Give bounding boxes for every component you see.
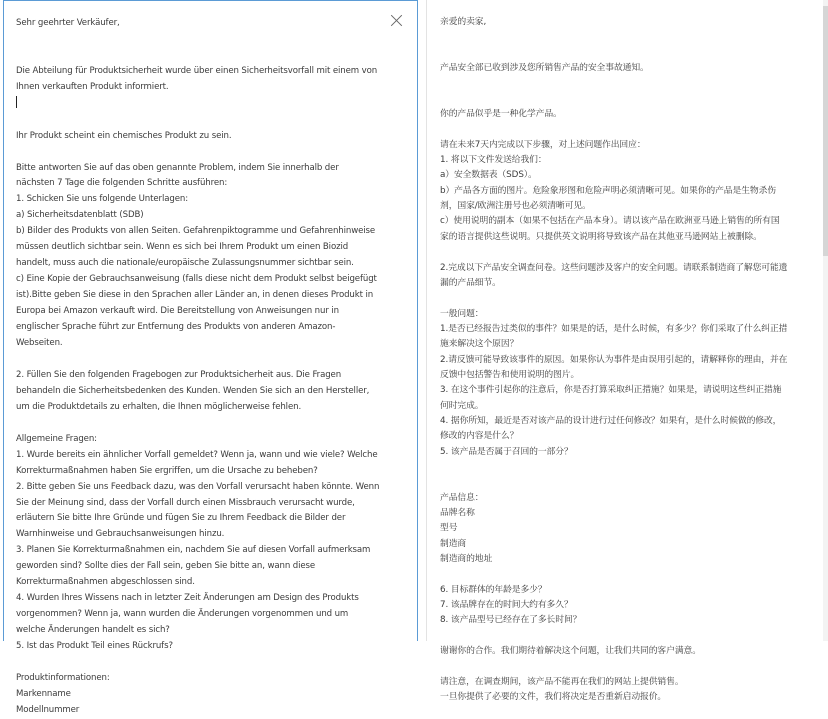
right-text-line: 1.是否已经报告过类似的事件？如果是的话，是什么时候，有多少？你们采取了什么纠正措 bbox=[440, 323, 788, 334]
right-text-line: 4. 据你所知，最近是否对该产品的设计进行过任何修改？如果有，是什么时候做的修改， bbox=[440, 415, 782, 426]
right-text-line bbox=[440, 30, 819, 45]
right-text-line: c）使用说明的副本（如果不包括在产品本身）。请以该产品在欧洲亚马逊上销售的所有国 bbox=[440, 216, 780, 227]
right-text-line: 2.完成以下产品安全调查问卷。这些问题涉及客户的安全问题。请联系制造商了解您可能遗 bbox=[440, 262, 788, 273]
left-text-line bbox=[16, 145, 409, 161]
right-text-line: 型号 bbox=[440, 523, 458, 534]
right-text-line bbox=[440, 475, 819, 490]
right-text-line: 品牌名称 bbox=[440, 508, 475, 518]
left-text-line: behandeln die Sicherheitsbedenken des Kunden. Wenden Sie sich an den Hersteller, bbox=[16, 385, 370, 396]
left-text-line: Produktinformationen: bbox=[16, 672, 110, 683]
left-text-line: 1. Schicken Sie uns folgende Unterlagen: bbox=[16, 194, 188, 205]
left-text-line: 2. Füllen Sie den folgenden Fragebogen zur Produktsicherheit aus. Die Fragen bbox=[16, 369, 342, 380]
left-text-line: Korrekturmaßnahmen abgeschlossen sind. bbox=[16, 577, 195, 588]
left-text-line: müssen deutlich sichtbar sein. Wenn es sich bei Ihrem Produkt um einen Biozid bbox=[16, 242, 349, 253]
left-text-line: geworden sind? Sollte dies der Fall sein, geben Sie bitte an, wann diese bbox=[16, 561, 316, 572]
left-text-line: ist).Bitte geben Sie diese in den Sprachen aller Länder an, in denen dieses Produkt in bbox=[16, 290, 374, 301]
left-text-line: a) Sicherheitsdatenblatt (SDB) bbox=[16, 210, 144, 221]
left-text-line: Webseiten. bbox=[16, 338, 63, 348]
left-text-line: nächsten 7 Tage die folgenden Schritte ausführen: bbox=[16, 178, 228, 189]
right-text-line: b）产品各方面的图片。危险象形图和危险声明必须清晰可见。如果你的产品是生物杀伤 bbox=[440, 185, 776, 196]
left-text-line bbox=[16, 32, 409, 48]
left-text-line: Europa bei Amazon verkauft wird. Die Bereitstellung von Anweisungen nur in bbox=[16, 306, 339, 317]
left-text-line bbox=[16, 48, 409, 64]
text-cursor bbox=[16, 96, 17, 108]
right-text-line bbox=[440, 629, 819, 644]
right-text-line bbox=[440, 92, 819, 107]
left-text-line: Die Abteilung für Produktsicherheit wurde über einen Sicherheitsvorfall mit einem von bbox=[16, 65, 378, 76]
left-text-line: 5. Ist das Produkt Teil eines Rückrufs? bbox=[16, 641, 173, 652]
right-text-line: 5. 该产品是否属于召回的一部分？ bbox=[440, 446, 573, 457]
left-text-line: Ihr Produkt scheint ein chemisches Produkt zu sein. bbox=[16, 130, 232, 141]
right-text-line bbox=[440, 291, 819, 306]
left-text-line: handelt, muss auch die nationale/europäische Zulassungsnummer sichtbar sein. bbox=[16, 258, 354, 269]
right-text-line: 何时完成。 bbox=[440, 400, 484, 411]
left-text-line: Ihnen verkauften Produkt informiert. bbox=[16, 81, 169, 92]
right-text-line bbox=[440, 122, 819, 137]
right-text-line bbox=[440, 460, 819, 475]
left-text-line: um die Produktdetails zu erhalten, die Ihnen möglicherweise fehlen. bbox=[16, 401, 302, 412]
left-text-line bbox=[16, 96, 409, 113]
right-text-line: 7. 该品牌存在的时间大约有多久？ bbox=[440, 600, 573, 611]
right-text-line: 一旦你提供了必要的文件，我们将决定是否重新启动报价。 bbox=[440, 692, 667, 703]
left-text-line: Markenname bbox=[16, 688, 71, 699]
right-text-line: 3. 在这个事件引起你的注意后，你是否打算采取纠正措施？如果是，请说明这些纠正措施 bbox=[440, 385, 782, 396]
right-text-line bbox=[440, 245, 819, 260]
right-text-line: 制造商的地址 bbox=[440, 554, 493, 565]
left-text-line: erläutern Sie bitte Ihre Gründe und fügen Sie zu Ihrem Feedback die Bilder der bbox=[16, 513, 346, 524]
right-text-line: 亲爱的卖家, bbox=[440, 17, 487, 27]
right-text-line: 家的语言提供这些说明。只提供英文说明将导致该产品在其他亚马逊网站上被删除。 bbox=[440, 231, 762, 242]
left-text-line: 3. Planen Sie Korrekturmaßnahmen ein, nachdem Sie auf diesen Vorfall aufmerksam bbox=[16, 545, 371, 556]
left-text-line: vorgenommen? Wenn ja, wann wurden die Änderungen vorgenommen und um bbox=[16, 609, 349, 620]
right-text-line: 请在未来7天内完成以下步骤，对上述问题作出回应： bbox=[440, 139, 646, 150]
right-text-line: 修改的内容是什么？ bbox=[440, 431, 519, 442]
right-text-line: 产品信息： bbox=[440, 492, 484, 503]
right-text-line: 请注意，在调查期间，该产品不能再在我们的网站上提供销售。 bbox=[440, 676, 684, 687]
left-text-line: b) Bilder des Produkts von allen Seiten. Gefahrenpiktogramme und Gefahrenhinweise bbox=[16, 226, 376, 237]
right-text-line: 1. 将以下文件发送给我们： bbox=[440, 155, 547, 166]
right-text-line bbox=[440, 659, 819, 674]
left-text-line: 4. Wurden Ihres Wissens nach in letzter Zeit Änderungen am Design des Produkts bbox=[16, 593, 359, 604]
left-text-line: 2. Bitte geben Sie uns Feedback dazu, was den Vorfall verursacht haben könnte. Wenn bbox=[16, 481, 380, 492]
right-text-line: 谢谢你的合作。我们期待着解决这个问题，让我们共同的客户满意。 bbox=[440, 646, 701, 657]
left-text-line: Warnhinweise und Gebrauchsanweisungen hinzu. bbox=[16, 529, 225, 540]
left-text-line bbox=[16, 416, 409, 432]
right-text-line: 施来解决这个原因？ bbox=[440, 339, 519, 350]
left-text-line: Bitte antworten Sie auf das oben genannte Problem, indem Sie innerhalb der bbox=[16, 162, 339, 173]
right-text-line: 产品安全部已收到涉及您所销售产品的安全事故通知。 bbox=[440, 63, 649, 74]
left-text-line: Sehr geehrter Verkäufer, bbox=[16, 18, 120, 28]
left-text-line: Sie der Meinung sind, dass der Vorfall durch einen Missbrauch verursacht wurde, bbox=[16, 497, 355, 508]
scrollbar[interactable] bbox=[823, 0, 828, 641]
close-icon[interactable] bbox=[391, 15, 402, 26]
scrollbar-thumb[interactable] bbox=[823, 6, 828, 256]
right-text-line bbox=[440, 46, 819, 61]
left-text-line: Allgemeine Fragen: bbox=[16, 433, 97, 444]
right-text-line: 反馈中包括警告和使用说明的图片。 bbox=[440, 369, 580, 380]
right-text-line: 8. 该产品型号已经存在了多长时间？ bbox=[440, 615, 582, 626]
right-text-line: 6. 目标群体的年龄是多少？ bbox=[440, 584, 547, 595]
left-text-line bbox=[16, 352, 409, 368]
right-text-line bbox=[440, 567, 819, 582]
right-text-line bbox=[440, 76, 819, 91]
right-text-line: 漏的产品细节。 bbox=[440, 277, 501, 288]
left-text-line: welche Änderungen handelt es sich? bbox=[16, 625, 170, 636]
left-text-line: Korrekturmaßnahmen haben Sie ergriffen, um die Ursache zu beheben? bbox=[16, 465, 318, 476]
right-text-line: 你的产品似乎是一种化学产品。 bbox=[440, 109, 562, 120]
right-text-line: 制造商 bbox=[440, 538, 467, 549]
right-text-line: 2.请反馈可能导致该事件的原因。如果你认为事件是由误用引起的，请解释你的理由，并在 bbox=[440, 354, 788, 365]
left-text-line: 1. Wurde bereits ein ähnlicher Vorfall gemeldet? Wenn ja, wann und wie viele? Welche bbox=[16, 449, 378, 460]
right-text-line: 一般问题： bbox=[440, 308, 484, 319]
left-text-line bbox=[16, 655, 409, 671]
right-text-line: a）安全数据表（SDS）。 bbox=[440, 170, 537, 181]
source-text-editor[interactable] bbox=[3, 0, 418, 715]
translated-text-panel bbox=[426, 0, 825, 703]
right-text-line: 剂，国家/欧洲注册号也必须清晰可见。 bbox=[440, 201, 591, 212]
left-text-line: c) Eine Kopie der Gebrauchsanweisung (falls diese nicht dem Produkt selbst beigefügt bbox=[16, 274, 377, 285]
left-text-line: Modellnummer bbox=[16, 704, 80, 715]
left-text-line bbox=[16, 113, 409, 129]
left-text-line: englischer Sprache führt zur Entfernung des Produkts von anderen Amazon- bbox=[16, 322, 336, 333]
